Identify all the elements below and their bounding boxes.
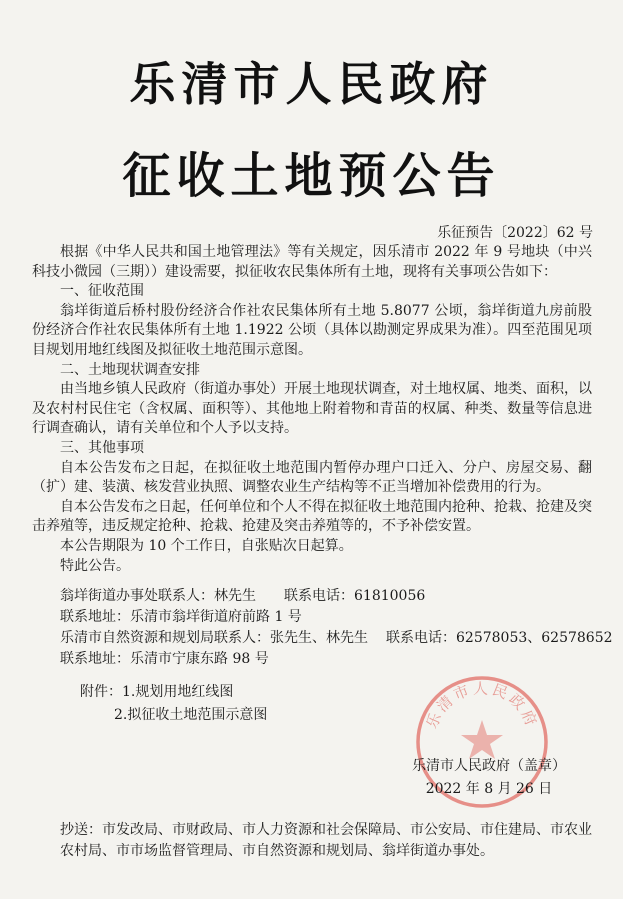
contact-row-2 <box>60 628 613 649</box>
section3-paragraph-2: 自本公告发布之日起，任何单位和个人不得在拟征收土地范围内抢种、抢栽、抢建及突击养殖等，违反规定抢种、抢栽、抢建及突击养殖等的，不予补偿安置。 <box>32 498 592 535</box>
contact-2-person: 乐清市自然资源和规划局联系人：张先生、林先生 <box>60 630 368 646</box>
contact-2-phone: 联系电话：62578053、62578652 <box>386 630 613 646</box>
cc-label: 抄送： <box>60 822 102 838</box>
document-number: 乐征预告〔2022〕62 号 <box>437 225 593 241</box>
section1-paragraph: 翁垟街道后桥村股份经济合作社农民集体所有土地 5.8077 公顷，翁垟街道九房前股份经济合作社农民集体所有土地 1.1922 公顷（具体以勘测定界成果为准）。四至范围见项目规划用地红线图及拟征收土地范围示意图。 <box>32 302 592 358</box>
section3-heading: 三、其他事项 <box>60 439 144 456</box>
section3-paragraph-1: 自本公告发布之日起，在拟征收土地范围内暂停办理户口迁入、分户、房屋交易、翻（扩）建、装潢、核发营业执照、调整农业生产结构等不正当增加补偿费用的行为。 <box>32 459 592 496</box>
intro-paragraph: 根据《中华人民共和国土地管理法》等有关规定，因乐清市 2022 年 9 号地块（中兴科技小微园（三期））建设需要，拟征收农民集体所有土地，现将有关事项公告如下： <box>32 244 592 280</box>
section1-heading: 一、征收范围 <box>60 283 144 300</box>
contact-1-phone: 联系电话：61810056 <box>284 588 426 604</box>
notice-body <box>32 243 592 576</box>
contact-block <box>60 586 613 670</box>
contact-1-person: 翁垟街道办事处联系人：林先生 <box>60 588 256 604</box>
contact-1-address: 联系地址：乐清市翁垟街道府前路 1 号 <box>60 609 302 625</box>
document-title: 征收土地预公告 <box>122 148 501 204</box>
issuer-title: 乐清市人民政府 <box>129 57 494 111</box>
cc-recipients: 市发改局、市财政局、市人力资源和社会保障局、市公安局、市住建局、市农业农村局、市市场监督管理局、市自然资源和规划局、翁垟街道办事处。 <box>60 822 592 859</box>
attachment-item-2: 2.拟征收土地范围示意图 <box>114 707 268 723</box>
signing-organization: 乐清市人民政府（盖章） <box>412 758 566 774</box>
period-paragraph: 本公告期限为 10 个工作日，自张贴次日起算。 <box>60 537 353 554</box>
contact-2-address: 联系地址：乐清市宁康东路 98 号 <box>60 651 269 667</box>
closing-paragraph: 特此公告。 <box>60 557 130 574</box>
signing-date: 2022 年 8 月 26 日 <box>425 781 553 797</box>
section2-heading: 二、土地现状调查安排 <box>60 361 200 378</box>
attachments-label: 附件： <box>80 684 122 700</box>
attachment-item-1: 1.规划用地红线图 <box>122 684 234 700</box>
section2-paragraph: 由当地乡镇人民政府（街道办事处）开展土地现状调查，对土地权属、地类、面积，以及农村村民住宅（含权属、面积等）、其他地上附着物和青苗的权属、种类、数量等信息进行调查确认，请有关单位和个人予以支持。 <box>32 381 592 437</box>
attachments <box>80 681 267 727</box>
cc-block <box>60 820 594 862</box>
svg-text:乐清市人民政府: 乐清市人民政府 <box>422 679 542 732</box>
contact-row-1 <box>60 586 613 607</box>
signature-block <box>412 755 566 801</box>
